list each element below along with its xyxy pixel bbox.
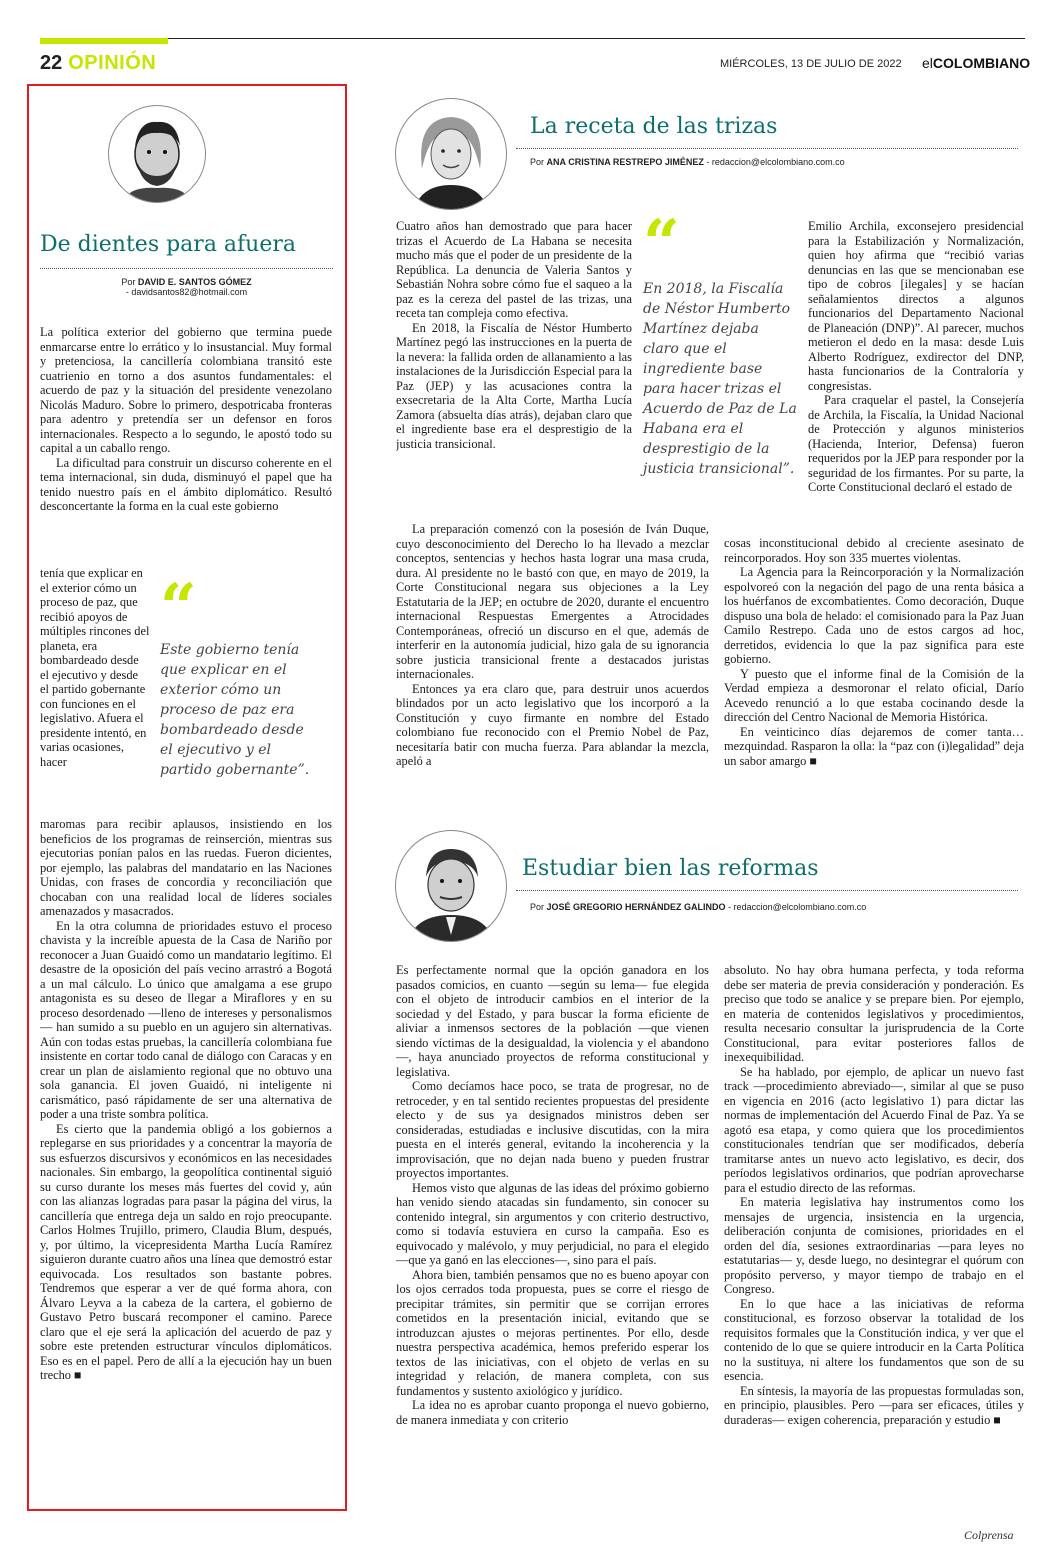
- article-column-2: [724, 963, 1024, 1525]
- title-divider: [516, 148, 1018, 149]
- highlight-box: [27, 84, 347, 1511]
- paragraph: Es cierto que la pandemia obligó a los gobiernos a replegarse en sus prioridades y a concentrar la mayoría de sus esfuerzos discursivos y económicos en las necesidades nacionales. Sin embargo, la geopolítica continental siguió su curso durante los meses más fuertes del covid y, aún con las alianzas logradas para pasar la página del virus, la cancillería que entrega deja un saldo en rojo preocupante. Carlos Holmes Trujillo, primero, Claudia Blum, después, y, por último, la vicepresidenta Martha Lucía Ramírez siguieron durante cuatro años una línea que demostró estar equivocada. Los resultados son bastante pobres. Tendremos que esperar a ver de qué forma ahora, con Álvaro Leyva a la cabeza de la cartera, el gobierno de Gustavo Petro buscará recomponer el camino. Parece claro que el eje será la aplicación del acuerdo de paz y sobre este pretenden estructurar vínculos diplomáticos. Eso es en el papel. Pero de allí a la ejecución hay un buen trecho ■: [40, 1121, 332, 1382]
- paragraph: cosas inconstitucional debido al creciente asesinato de reincorporados. Hoy son 335 muertes violentas.: [724, 536, 1024, 565]
- paragraph: Se ha hablado, por ejemplo, de aplicar un nuevo fast track —procedimiento abreviado—, similar al que se puso en vigencia en 2016 (acto legislativo 1) para dictar las normas de implementación del Acuerdo Final de Paz. Ya se agotó esa etapa, y como quiera que los procedimientos constitucionales tendrían que ser modificados, debería tramitarse antes un nuevo acto legislativo, es decir, dos períodos legislativos ordinarios, que podrían aprovecharse para el estudio directo de las reformas.: [724, 1064, 1024, 1195]
- paragraph: Es perfectamente normal que la opción ganadora en los pasados comicios, en cuanto —según su lema— fue elegida con el objeto de introducir cambios en el interior de la sociedad y del Estado, y para buscar la forma eficiente de aliviar a inmensos sectores de la población —que vienen siendo víctimas de la desigualdad, la violencia y el abandono—, haya anunciado proyectos de reforma constitucional y legislativa.: [396, 963, 709, 1079]
- paragraph: En la otra columna de prioridades estuvo el proceso chavista y la increíble apuesta de la Casa de Nariño por reconocer a Juan Guaidó como un mandatario legítimo. El desastre de la oposición del país vecino arrastró a Bogotá a un mal cálculo. Lo único que amalgama a ese grupo antagonista es su deseo de llegar a Miraflores y en su proceso desordenado —lleno de intereses y personalismos— han sumido a su pueblo en un agujero sin alternativas. Aún con todas estas pruebas, la cancillería colombiana fue insistente en cortar todo canal de diálogo con Caracas y en crear un plan de aislamiento regional que no obtuvo una sola ganancia. El joven Guaidó, ni inteligente ni carismático, pasó rápidamente de ser una alternativa de poder a una triste sombra política.: [40, 918, 332, 1121]
- pull-quote: Este gobierno tenía que explicar en el exterior cómo un proceso de paz era bombardeado desde el ejecutivo y el partido gobernante”.: [160, 642, 310, 778]
- byline: [530, 157, 845, 167]
- paragraph: Entonces ya era claro que, para destruir unos acuerdos blindados por un acto legislativo que los incorporó a la Constitución y cuyo firmante en nombre del Estado colombiano fue reconocido con el Premio Nobel de Paz, necesitaría batir con mucha fuerza. Para ablandar la mezcla, apeló a: [396, 681, 709, 768]
- brand-prefix: el: [922, 55, 933, 71]
- article-title: La receta de las trizas: [530, 114, 778, 139]
- newspaper-logo: [922, 55, 1030, 71]
- author-name: ANA CRISTINA RESTREPO JIMÉNEZ: [546, 157, 704, 167]
- article-column-1: [396, 219, 632, 527]
- paragraph: Y puesto que el informe final de la Comisión de la Verdad empieza a desmoronar el relato oficial, Darío Acevedo renunció a lo que estaba cocinando desde la dirección del Centro Nacional de Memoria Histórica.: [724, 666, 1024, 724]
- article-column-1-wide: [396, 522, 709, 832]
- paragraph: En veinticinco días dejaremos de comer tanta… mezquindad. Rasparon la olla: la “paz con (i)legalidad” deja un sabor amargo ■: [724, 724, 1024, 768]
- opening-quote-icon: “: [160, 570, 197, 645]
- paragraph: Hemos visto que algunas de las ideas del próximo gobierno han venido siendo atacadas sin fundamento, sin conocer su contenido integral, sin argumentos y con criterio destructivo, como si todavía estuviera en curso la campaña. Eso es equivocado y malévolo, y muy perjudicial, no para el elegido —que ya ganó en las elecciones—, sino para el país.: [396, 1180, 709, 1267]
- paragraph: La Agencia para la Reincorporación y la Normalización espolvoreó con la negación del pago de una renta básica a los huérfanos de excombatientes. Como decoración, Duque dispuso una bola de helado: el comisionado para la Paz Juan Camilo Restrepo. Cada uno de estos cargos ad hoc, derretidos, evidencia lo que la paz significa para este gobierno.: [724, 565, 1024, 666]
- paragraph: Emilio Archila, exconsejero presidencial para la Estabilización y Normalización, quien hoy afirma que “recibió varias denuncias en las que se mencionaban ese tipo de cobros [ilegales] y se hacían señalamientos directos a algunos funcionarios del Departamento Nacional de Planeación (DNP)”. Al parecer, muchos metieron el dedo en la masa: desde Luis Alberto Rodríguez, exdirector del DNP, hasta funcionarios de la Contraloría y congresistas.: [808, 219, 1024, 393]
- paragraph: En materia legislativa hay instrumentos como los mensajes de urgencia, insistencia en la urgencia, deliberación conjunta de comisiones, prioridades en el orden del día, sesiones extraordinarias —para leyes no estatutarias— y, desde luego, no desintegrar el quórum con propósito perverso, y mayor tiempo de trabajo en el Congreso.: [724, 1195, 1024, 1296]
- paragraph: En lo que hace a las iniciativas de reforma constitucional, es forzoso observar la totalidad de los requisitos formales que la Constitución indica, y ver que el contenido de lo que se quiere introducir en la Carta Política no la sustituya, ni altere los fundamentos que son de su esencia.: [724, 1296, 1024, 1383]
- header-rule: [40, 38, 1025, 39]
- paragraph: En síntesis, la mayoría de las propuestas formuladas son, en principio, plausibles. Pero —para ser eficaces, útiles y duraderas— exigen coherencia, preparación y estudio ■: [724, 1383, 1024, 1427]
- paragraph: La política exterior del gobierno que termina puede enmarcarse entre lo errático y lo insustancial. Muy formal y pretenciosa, la cancillería colombiana transitó este cuatrienio en torno a dos asuntos fundamentales: el acuerdo de paz y la situación del presidente venezolano Nicolás Maduro. Sobre lo primero, despotricaba fronteras para adentro y pretendía ser un defensor en foros internacionales. Respecto a lo segundo, le apostó todo su capital a un caballo rengo.: [40, 325, 332, 455]
- byline-prefix: Por: [121, 277, 136, 287]
- byline: [530, 902, 866, 912]
- page-number: 22: [40, 52, 63, 74]
- paragraph: Cuatro años han demostrado que para hacer trizas el Acuerdo de La Habana se necesita mucho más que el poder de un presidente de la República. La denuncia de Valeria Santos y Sebastián Nohra sobre cómo fue el saqueo a la paz es la cereza del pastel de las trizas, una receta tan compleja como efectiva.: [396, 219, 632, 320]
- paragraph: Ahora bien, también pensamos que no es bueno apoyar con los ojos cerrados toda propuesta, pues se corre el riesgo de precipitar trámites, sin permitir que se corrijan errores cometidos en la presentación inicial, evitando que se introduzcan ajustes o mejoras pertinentes. Por ello, desde nuestra perspectiva académica, hemos preferido esperar los textos de las iniciativas, con el objeto de verlas en su integridad y relación, de manera completa, con sus fundamentos y sustento axiológico y jurídico.: [396, 1267, 709, 1398]
- author-name: JOSÉ GREGORIO HERNÁNDEZ GALINDO: [546, 902, 726, 912]
- article-column-2-wide: [724, 536, 1024, 832]
- author-name: DAVID E. SANTOS GÓMEZ: [137, 277, 252, 287]
- paragraph: En 2018, la Fiscalía de Néstor Humberto Martínez pegó las instrucciones en la puerta de la nevera: la fallida orden de allanamiento a las instalaciones de la Jurisdicción Especial para la Paz (JEP) y las acusaciones contra la exsecretaria de la Alta Corte, Martha Lucía Zamora (absuelta días atrás), dejaban claro que el ingrediente base era el desprestigio de la justicia transicional.: [396, 320, 632, 451]
- paragraph: tenía que explicar en el exterior cómo un proceso de paz, que recibió apoyos de múltiples rincones del planeta, era bombardeado desde el ejecutivo y desde el partido gobernante con funciones en el legislativo. Afuera el presidente intentó, en varias ocasiones, hacer: [40, 566, 150, 769]
- paragraph: La idea no es aprobar cuanto proponga el nuevo gobierno, de manera inmediata y con criterio: [396, 1398, 709, 1427]
- issue-date: MIÉRCOLES, 13 DE JULIO DE 2022: [720, 58, 902, 70]
- byline-prefix: Por: [530, 157, 545, 167]
- opening-quote-icon: “: [643, 206, 680, 281]
- article-title: Estudiar bien las reformas: [522, 856, 819, 881]
- section-accent-bar: [40, 38, 168, 44]
- page-header: [40, 52, 156, 75]
- article-title: De dientes para afuera: [40, 232, 297, 257]
- section-name: OPINIÓN: [68, 52, 157, 74]
- paragraph: La dificultad para construir un discurso coherente en el tema internacional, sin duda, disminuyó el papel que ha tenido nuestro país en el ámbito diplomático. Resultó desconcertante la forma en la cual este gobierno: [40, 455, 332, 513]
- article-column-1: [396, 963, 709, 1547]
- title-divider: [516, 890, 1018, 891]
- pull-quote: En 2018, la Fiscalía de Néstor Humberto Martínez dejaba claro que el ingrediente base para hacer trizas el Acuerdo de Paz de La Habana era el desprestigio de la justicia transicional”.: [643, 281, 797, 477]
- article-column-2: [808, 219, 1024, 537]
- paragraph: maromas para recibir aplausos, insistiendo en los beneficios de los programas de reinserción, mientras sus ejecutorias ponían palos en las ruedas. Fueron dicientes, por ejemplo, las palabras del mandatario en las Naciones Unidas, con frases de concordia y reconciliación que chocaban con una realidad local de líderes sociales amenazados y masacrados.: [40, 817, 332, 918]
- author-email: - redaccion@elcolombiano.com.co: [706, 157, 845, 167]
- paragraph: La preparación comenzó con la posesión de Iván Duque, cuyo desconocimiento del Derecho lo ha llevado a mezclar conceptos, sentencias y hechos hasta lograr una masa cruda, dura. Al presidente no le bastó con que, en mayo de 2019, la Corte Constitucional negara sus objeciones a la Ley Estatutaria de la JEP; en octubre de 2020, durante el encuentro internacional Respuestas Emergentes a Atrocidades Contemporáneas, ofreció un discurso en el que, además de interferir en la autonomía judicial, hizo gala de su ignorancia sobre justicia transicional frente a destacados juristas internacionales.: [396, 522, 709, 681]
- brand-name: COLOMBIANO: [932, 55, 1031, 71]
- photo-credit: Colprensa: [964, 1528, 1014, 1542]
- paragraph: Para craquelar el pastel, la Consejería de Archila, la Fiscalía, la Unidad Nacional de Protección y algunos ministerios (Hacienda, Interior, Defensa) fueron requeridos por la JEP para responder por la seguridad de los firmantes. Por su parte, la Corte Constitucional declaró el estado de: [808, 393, 1024, 494]
- portrait-jose-icon: [395, 830, 507, 942]
- author-email: - davidsantos82@hotmail.com: [125, 287, 248, 297]
- paragraph: absoluto. No hay obra humana perfecta, y toda reforma debe ser materia de previa consideración y ponderación. Es preciso que todo se analice y se prepare bien. Por ejemplo, en materia de contenidos legislativos y procedimientos, resulta necesario consultar la jurisprudencia de la Corte Constitucional, para evitar posteriores fallos de inexequibilidad.: [724, 963, 1024, 1064]
- byline-prefix: Por: [530, 902, 545, 912]
- author-email: - redaccion@elcolombiano.com.co: [728, 902, 867, 912]
- portrait-ana-icon: [395, 98, 507, 210]
- paragraph: Como decíamos hace poco, se trata de progresar, no de retroceder, y en tal sentido recientes propuestas del presidente electo y de sus ya designados ministros deben ser consideradas, estudiadas e inclusive discutidas, con la mira puesta en el interés general, evitando la incoherencia y la improvisación, que no dejan nada bueno y pueden frustrar proyectos importantes.: [396, 1079, 709, 1180]
